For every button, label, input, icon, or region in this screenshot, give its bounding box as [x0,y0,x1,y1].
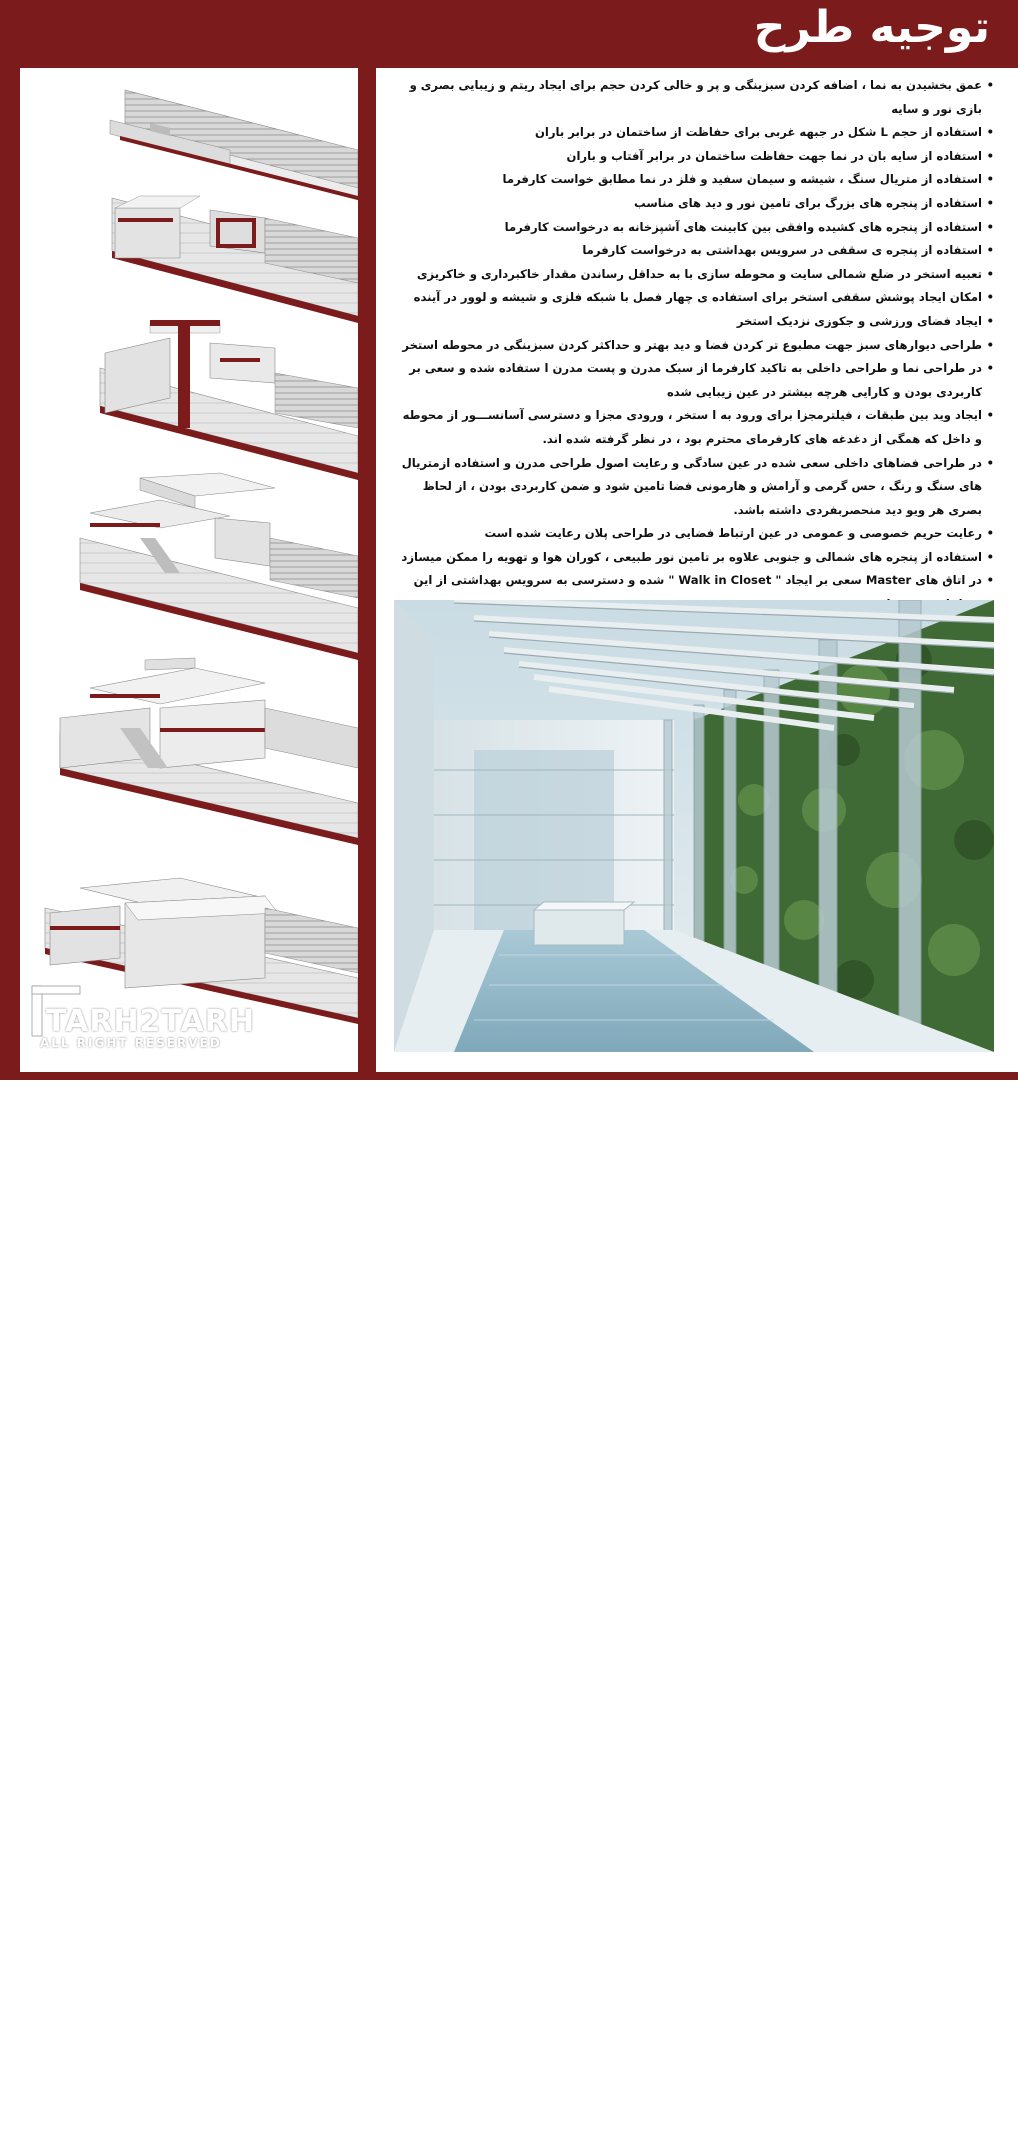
list-item: • ایجاد فضای ورزشی و جکوزی نزدیک استخر [396,310,994,334]
list-item: • در طراحی فضاهای داخلی سعی شده در عین سادگی و رعایت اصول طراحی مدرن و استفاده ازمتریال های سنگ و رنگ ، حس گرمی و آرامش و هارمونی فضا تامین شود و ضمن کاربردی بودن ، از لحاظ بصری هر ویو دید منحصربفردی داشته باشد. [396,452,994,523]
model-view-2 [112,196,358,323]
pool-render-image [394,600,994,1052]
list-item: • تعبیه استخر در ضلع شمالی سایت و محوطه سازی با به حداقل رساندن مقدار خاکبرداری و خاکریزی [396,263,994,287]
page-title: توجیه طرح [753,2,990,53]
bottom-border [0,1072,1018,2151]
logo-wordmark: TARH2TARH [46,1004,255,1039]
list-item: • عمق بخشیدن به نما ، اضافه کردن سبزینگی و پر و خالی کردن حجم برای ایجاد ریتم و زیبایی بصری و بازی نور و سایه [396,74,994,121]
list-item: • امکان ایجاد پوشش سقفی استخر برای استفاده ی چهار فصل با شبکه فلزی و شیشه و لوور در آینده [396,286,994,310]
model-view-3 [100,320,358,480]
pool-render-svg [394,600,994,1052]
list-item: • استفاده از سایه بان در نما جهت حفاظت ساختمان در برابر آفتاب و باران [396,145,994,169]
column-divider [358,68,376,1080]
axonometric-views-svg [20,68,358,1072]
left-border [0,68,20,1080]
list-item: • استفاده از حجم L شکل در جبهه غربی برای حفاظت از ساختمان در برابر باران [396,121,994,145]
model-view-5 [60,658,358,845]
list-item: • رعایت حریم خصوصی و عمومی در عین ارتباط فضایی در طراحی پلان رعایت شده است [396,522,994,546]
footer-note: 1 طرح تو طرح [975,2144,1014,2151]
massing-diagrams [20,68,358,1072]
list-item: • استفاده از پنجره های بزرگ برای تامین نور و دید های مناسب [396,192,994,216]
list-item: • ایجاد وید بین طبقات ، فیلترمجزا برای ورود به ا ستخر ، ورودی مجزا و دسترسی آسانســـور از محوطه و داخل که همگی از دغدغه های کارفرمای محترم بود ، در نظر گرفته شده اند. [396,404,994,451]
list-item: • در اتاق های Master سعی بر ایجاد " Walk in Closet " شده و دسترسی به سرویس بهداشتی از این [396,569,994,616]
list-item: • استفاده از پنجره های کشیده وافقی بین کابینت های آشپزخانه به درخواست کارفرما [396,216,994,240]
list-item: • طراحی دیوارهای سبز جهت مطبوع تر کردن فضا و دید بهتر و حداکثر کردن سبزینگی در محوطه استخر [396,334,994,358]
list-item: • در طراحی نما و طراحی داخلی به تاکید کارفرما از سبک مدرن و پست مدرن ا ستفاده شده و سعی بر کاربردی بودن و کارایی هرچه بیشتر در عین زیبایی شده [396,357,994,404]
design-rationale-list [396,74,994,664]
model-view-4 [80,473,358,660]
list-item: • استفاده از پنجره های شمالی و جنوبی علاوه بر تامین نور طبیعی ، کوران هوا و تهویه را ممکن میسازد [396,546,994,570]
model-view-1 [110,90,358,200]
list-item: • استفاده از متریال سنگ ، شیشه و سیمان سفید و فلز در نما مطابق خواست کارفرما [396,168,994,192]
header-bar [0,0,1018,68]
list-item: • استفاده از پنجره ی سقفی در سرویس بهداشتی به درخواست کارفرما [396,239,994,263]
logo-tagline: ALL RIGHT RESERVED [40,1036,222,1050]
